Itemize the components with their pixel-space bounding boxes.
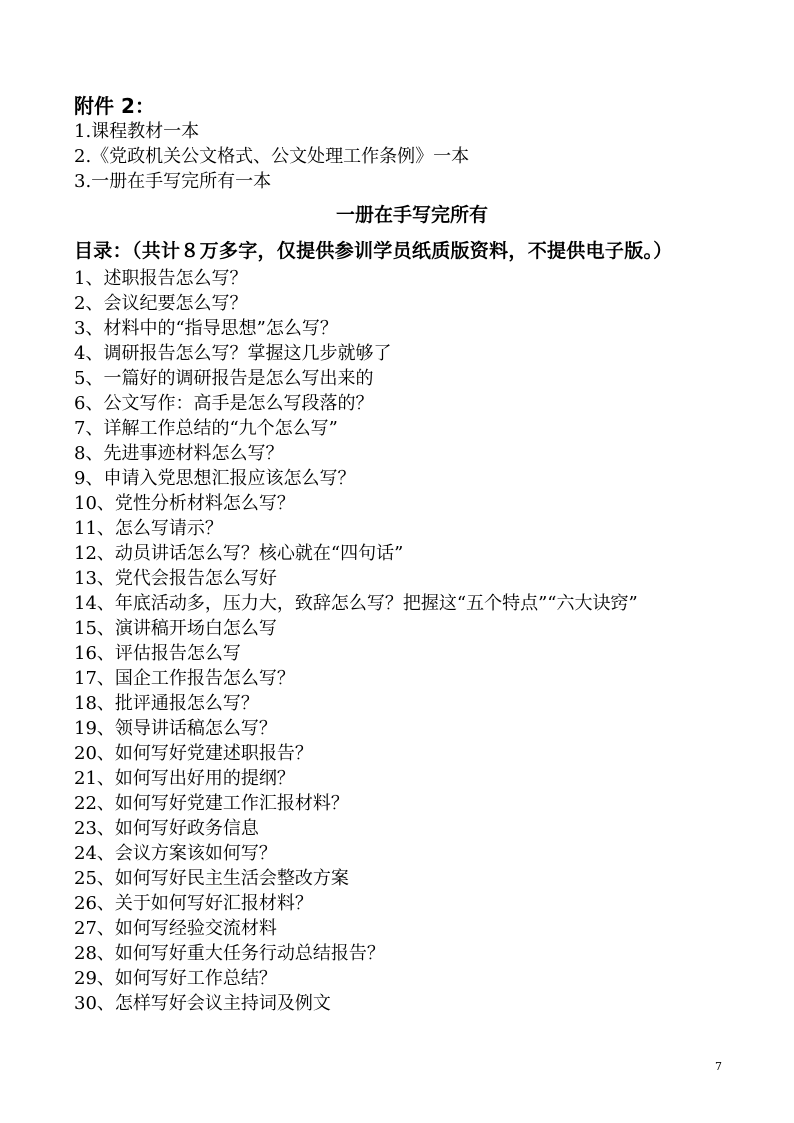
attachment-item-2: 2.《党政机关公文格式、公文处理工作条例》一本: [74, 146, 470, 167]
toc-item: 30、怎样写好会议主持词及例文: [74, 993, 331, 1014]
toc-item: 24、会议方案该如何写？: [74, 843, 277, 864]
toc-item: 25、如何写好民主生活会整改方案: [74, 868, 349, 889]
attachment-heading: 附件 2：: [74, 94, 155, 118]
toc-item: 12、动员讲话怎么写？核心就在“四句话”: [74, 543, 404, 564]
toc-item: 3、材料中的“指导思想”怎么写？: [74, 318, 338, 339]
toc-item: 28、如何写好重大任务行动总结报告？: [74, 943, 385, 964]
toc-item: 18、批评通报怎么写？: [74, 693, 259, 714]
toc-list: [74, 266, 744, 1016]
toc-item: 7、详解工作总结的“九个怎么写”: [74, 418, 338, 439]
toc-item: 26、关于如何写好汇报材料？: [74, 893, 313, 914]
toc-item: 1、述职报告怎么写？: [74, 268, 248, 289]
page-number: 7: [715, 1060, 722, 1073]
attachment-item-1: 1.课程教材一本: [74, 121, 200, 142]
toc-heading: 目录：（共计８万多字，仅提供参训学员纸质版资料，不提供电子版。）: [74, 240, 673, 262]
toc-item: 19、领导讲话稿怎么写？: [74, 718, 277, 739]
toc-item: 29、如何写好工作总结？: [74, 968, 277, 989]
toc-item: 9、申请入党思想汇报应该怎么写？: [74, 468, 356, 489]
toc-item: 23、如何写好政务信息: [74, 818, 259, 839]
toc-item: 22、如何写好党建工作汇报材料？: [74, 793, 349, 814]
toc-item: 13、党代会报告怎么写好: [74, 568, 277, 589]
toc-item: 10、党性分析材料怎么写？: [74, 493, 295, 514]
attachment-item-3: 3.一册在手写完所有一本: [74, 171, 272, 192]
toc-item: 8、先进事迹材料怎么写？: [74, 443, 284, 464]
toc-item: 15、演讲稿开场白怎么写: [74, 618, 277, 639]
section-title: 一册在手写完所有: [335, 204, 488, 226]
toc-item: 20、如何写好党建述职报告？: [74, 743, 313, 764]
toc-item: 11、怎么写请示？: [74, 518, 223, 539]
page-content: [74, 94, 744, 1016]
toc-item: 5、一篇好的调研报告是怎么写出来的: [74, 368, 374, 389]
toc-item: 14、年底活动多，压力大，致辞怎么写？把握这“五个特点”“六大诀窍”: [74, 593, 638, 614]
toc-item: 21、如何写出好用的提纲？: [74, 768, 295, 789]
toc-item: 27、如何写经验交流材料: [74, 918, 277, 939]
toc-item: 2、会议纪要怎么写？: [74, 293, 248, 314]
toc-item: 4、调研报告怎么写？掌握这几步就够了: [74, 343, 392, 364]
toc-item: 6、公文写作：高手是怎么写段落的？: [74, 393, 374, 414]
toc-item: 17、国企工作报告怎么写？: [74, 668, 295, 689]
toc-item: 16、评估报告怎么写: [74, 643, 241, 664]
